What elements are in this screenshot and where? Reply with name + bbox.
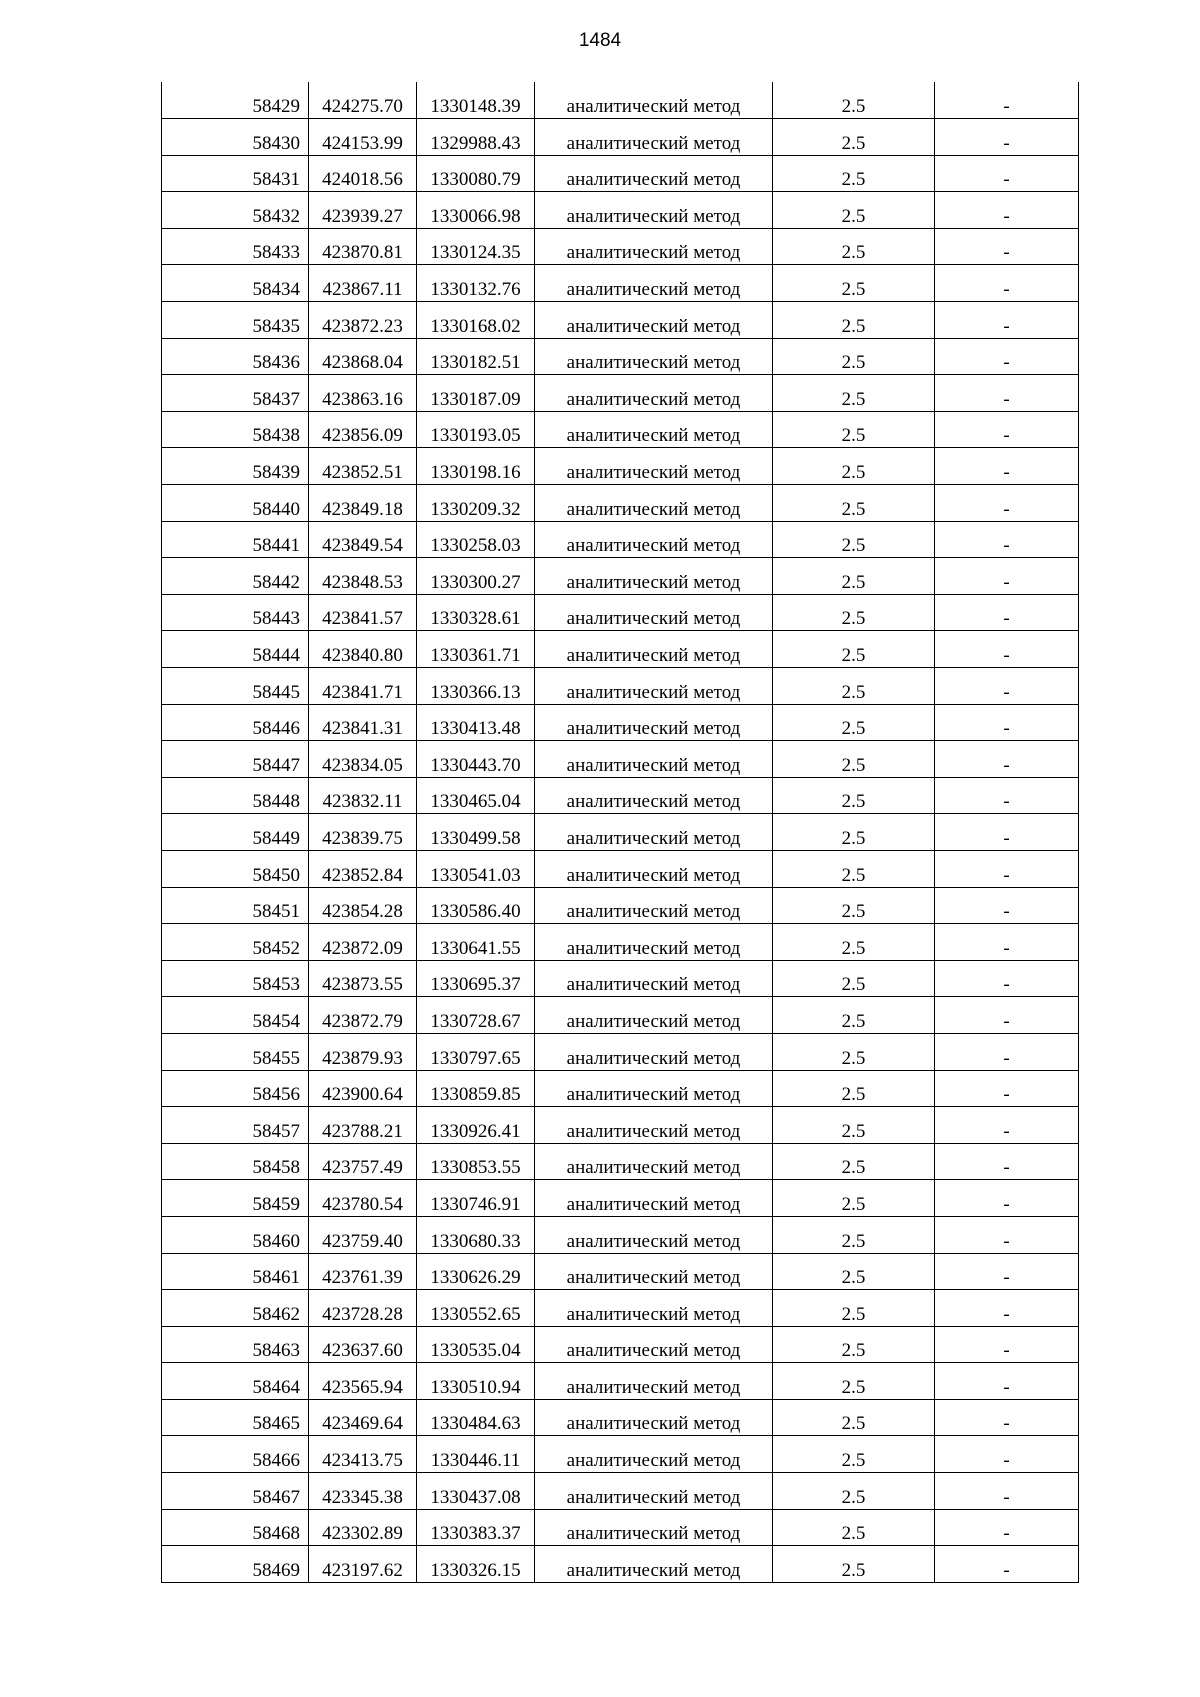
point-number-cell: 58455 xyxy=(162,1033,309,1070)
x-coordinate-cell: 423757.49 xyxy=(309,1143,417,1180)
table-row xyxy=(162,1326,1079,1363)
table-row xyxy=(162,338,1079,375)
x-coordinate-cell: 423345.38 xyxy=(309,1473,417,1510)
x-coordinate-cell: 423873.55 xyxy=(309,960,417,997)
table-row xyxy=(162,82,1079,119)
note-cell: - xyxy=(935,960,1079,997)
point-number-cell: 58443 xyxy=(162,594,309,631)
accuracy-cell: 2.5 xyxy=(773,631,935,668)
accuracy-cell: 2.5 xyxy=(773,375,935,412)
x-coordinate-cell: 423637.60 xyxy=(309,1326,417,1363)
method-cell: аналитический метод xyxy=(535,265,773,302)
note-cell: - xyxy=(935,1107,1079,1144)
point-number-cell: 58438 xyxy=(162,411,309,448)
accuracy-cell: 2.5 xyxy=(773,521,935,558)
table-row xyxy=(162,265,1079,302)
accuracy-cell: 2.5 xyxy=(773,1363,935,1400)
note-cell: - xyxy=(935,777,1079,814)
x-coordinate-cell: 423840.80 xyxy=(309,631,417,668)
table-row xyxy=(162,119,1079,156)
point-number-cell: 58449 xyxy=(162,814,309,851)
accuracy-cell: 2.5 xyxy=(773,338,935,375)
table-body xyxy=(162,82,1079,1582)
point-number-cell: 58451 xyxy=(162,887,309,924)
note-cell: - xyxy=(935,375,1079,412)
method-cell: аналитический метод xyxy=(535,82,773,119)
accuracy-cell: 2.5 xyxy=(773,1473,935,1510)
point-number-cell: 58442 xyxy=(162,558,309,595)
x-coordinate-cell: 423849.54 xyxy=(309,521,417,558)
table-row xyxy=(162,558,1079,595)
note-cell: - xyxy=(935,302,1079,339)
y-coordinate-cell: 1330437.08 xyxy=(417,1473,535,1510)
x-coordinate-cell: 423872.79 xyxy=(309,997,417,1034)
method-cell: аналитический метод xyxy=(535,302,773,339)
table-row xyxy=(162,997,1079,1034)
point-number-cell: 58468 xyxy=(162,1509,309,1546)
note-cell: - xyxy=(935,82,1079,119)
table-row xyxy=(162,1509,1079,1546)
table-row xyxy=(162,741,1079,778)
x-coordinate-cell: 423868.04 xyxy=(309,338,417,375)
accuracy-cell: 2.5 xyxy=(773,1326,935,1363)
x-coordinate-cell: 423759.40 xyxy=(309,1216,417,1253)
y-coordinate-cell: 1330552.65 xyxy=(417,1290,535,1327)
method-cell: аналитический метод xyxy=(535,1253,773,1290)
method-cell: аналитический метод xyxy=(535,1143,773,1180)
point-number-cell: 58447 xyxy=(162,741,309,778)
method-cell: аналитический метод xyxy=(535,1546,773,1583)
accuracy-cell: 2.5 xyxy=(773,668,935,705)
table-row xyxy=(162,631,1079,668)
x-coordinate-cell: 423900.64 xyxy=(309,1070,417,1107)
y-coordinate-cell: 1330510.94 xyxy=(417,1363,535,1400)
y-coordinate-cell: 1330326.15 xyxy=(417,1546,535,1583)
point-number-cell: 58433 xyxy=(162,228,309,265)
accuracy-cell: 2.5 xyxy=(773,82,935,119)
note-cell: - xyxy=(935,265,1079,302)
note-cell: - xyxy=(935,192,1079,229)
point-number-cell: 58453 xyxy=(162,960,309,997)
method-cell: аналитический метод xyxy=(535,1180,773,1217)
accuracy-cell: 2.5 xyxy=(773,119,935,156)
method-cell: аналитический метод xyxy=(535,814,773,851)
accuracy-cell: 2.5 xyxy=(773,1253,935,1290)
note-cell: - xyxy=(935,558,1079,595)
y-coordinate-cell: 1330641.55 xyxy=(417,924,535,961)
table-row xyxy=(162,302,1079,339)
note-cell: - xyxy=(935,997,1079,1034)
note-cell: - xyxy=(935,119,1079,156)
point-number-cell: 58463 xyxy=(162,1326,309,1363)
point-number-cell: 58457 xyxy=(162,1107,309,1144)
point-number-cell: 58464 xyxy=(162,1363,309,1400)
note-cell: - xyxy=(935,1180,1079,1217)
method-cell: аналитический метод xyxy=(535,777,773,814)
method-cell: аналитический метод xyxy=(535,1473,773,1510)
x-coordinate-cell: 423854.28 xyxy=(309,887,417,924)
point-number-cell: 58435 xyxy=(162,302,309,339)
y-coordinate-cell: 1330193.05 xyxy=(417,411,535,448)
y-coordinate-cell: 1330209.32 xyxy=(417,485,535,522)
accuracy-cell: 2.5 xyxy=(773,265,935,302)
x-coordinate-cell: 423788.21 xyxy=(309,1107,417,1144)
y-coordinate-cell: 1330746.91 xyxy=(417,1180,535,1217)
note-cell: - xyxy=(935,1253,1079,1290)
note-cell: - xyxy=(935,521,1079,558)
accuracy-cell: 2.5 xyxy=(773,1180,935,1217)
table-row xyxy=(162,228,1079,265)
method-cell: аналитический метод xyxy=(535,1290,773,1327)
y-coordinate-cell: 1330168.02 xyxy=(417,302,535,339)
y-coordinate-cell: 1330187.09 xyxy=(417,375,535,412)
method-cell: аналитический метод xyxy=(535,997,773,1034)
point-number-cell: 58439 xyxy=(162,448,309,485)
accuracy-cell: 2.5 xyxy=(773,1509,935,1546)
table-row xyxy=(162,485,1079,522)
note-cell: - xyxy=(935,1509,1079,1546)
y-coordinate-cell: 1330465.04 xyxy=(417,777,535,814)
table-row xyxy=(162,1363,1079,1400)
point-number-cell: 58467 xyxy=(162,1473,309,1510)
method-cell: аналитический метод xyxy=(535,1033,773,1070)
table-row xyxy=(162,1436,1079,1473)
y-coordinate-cell: 1330695.37 xyxy=(417,960,535,997)
table-row xyxy=(162,1290,1079,1327)
point-number-cell: 58469 xyxy=(162,1546,309,1583)
table-row xyxy=(162,375,1079,412)
method-cell: аналитический метод xyxy=(535,119,773,156)
method-cell: аналитический метод xyxy=(535,668,773,705)
accuracy-cell: 2.5 xyxy=(773,411,935,448)
x-coordinate-cell: 423469.64 xyxy=(309,1399,417,1436)
table-row xyxy=(162,704,1079,741)
table-row xyxy=(162,411,1079,448)
method-cell: аналитический метод xyxy=(535,631,773,668)
x-coordinate-cell: 423872.23 xyxy=(309,302,417,339)
table-row xyxy=(162,448,1079,485)
table-row xyxy=(162,814,1079,851)
method-cell: аналитический метод xyxy=(535,485,773,522)
note-cell: - xyxy=(935,850,1079,887)
y-coordinate-cell: 1330853.55 xyxy=(417,1143,535,1180)
method-cell: аналитический метод xyxy=(535,411,773,448)
note-cell: - xyxy=(935,1436,1079,1473)
point-number-cell: 58434 xyxy=(162,265,309,302)
accuracy-cell: 2.5 xyxy=(773,1143,935,1180)
x-coordinate-cell: 423565.94 xyxy=(309,1363,417,1400)
y-coordinate-cell: 1330446.11 xyxy=(417,1436,535,1473)
method-cell: аналитический метод xyxy=(535,1107,773,1144)
table-row xyxy=(162,521,1079,558)
note-cell: - xyxy=(935,1546,1079,1583)
y-coordinate-cell: 1330484.63 xyxy=(417,1399,535,1436)
method-cell: аналитический метод xyxy=(535,1436,773,1473)
accuracy-cell: 2.5 xyxy=(773,704,935,741)
method-cell: аналитический метод xyxy=(535,887,773,924)
note-cell: - xyxy=(935,411,1079,448)
note-cell: - xyxy=(935,338,1079,375)
method-cell: аналитический метод xyxy=(535,1363,773,1400)
note-cell: - xyxy=(935,1399,1079,1436)
note-cell: - xyxy=(935,1290,1079,1327)
y-coordinate-cell: 1329988.43 xyxy=(417,119,535,156)
x-coordinate-cell: 423852.84 xyxy=(309,850,417,887)
point-number-cell: 58440 xyxy=(162,485,309,522)
method-cell: аналитический метод xyxy=(535,228,773,265)
table-row xyxy=(162,887,1079,924)
x-coordinate-cell: 423761.39 xyxy=(309,1253,417,1290)
method-cell: аналитический метод xyxy=(535,594,773,631)
note-cell: - xyxy=(935,924,1079,961)
accuracy-cell: 2.5 xyxy=(773,1033,935,1070)
point-number-cell: 58437 xyxy=(162,375,309,412)
note-cell: - xyxy=(935,155,1079,192)
table-row xyxy=(162,668,1079,705)
point-number-cell: 58450 xyxy=(162,850,309,887)
point-number-cell: 58466 xyxy=(162,1436,309,1473)
accuracy-cell: 2.5 xyxy=(773,155,935,192)
accuracy-cell: 2.5 xyxy=(773,192,935,229)
page-number: 1484 xyxy=(578,30,622,51)
point-number-cell: 58448 xyxy=(162,777,309,814)
point-number-cell: 58446 xyxy=(162,704,309,741)
x-coordinate-cell: 423856.09 xyxy=(309,411,417,448)
accuracy-cell: 2.5 xyxy=(773,1070,935,1107)
y-coordinate-cell: 1330182.51 xyxy=(417,338,535,375)
x-coordinate-cell: 423841.71 xyxy=(309,668,417,705)
method-cell: аналитический метод xyxy=(535,375,773,412)
note-cell: - xyxy=(935,631,1079,668)
method-cell: аналитический метод xyxy=(535,558,773,595)
x-coordinate-cell: 423302.89 xyxy=(309,1509,417,1546)
point-number-cell: 58436 xyxy=(162,338,309,375)
x-coordinate-cell: 424153.99 xyxy=(309,119,417,156)
point-number-cell: 58444 xyxy=(162,631,309,668)
coordinates-table xyxy=(161,82,1079,1583)
point-number-cell: 58460 xyxy=(162,1216,309,1253)
x-coordinate-cell: 423841.31 xyxy=(309,704,417,741)
x-coordinate-cell: 424018.56 xyxy=(309,155,417,192)
accuracy-cell: 2.5 xyxy=(773,924,935,961)
point-number-cell: 58445 xyxy=(162,668,309,705)
x-coordinate-cell: 423832.11 xyxy=(309,777,417,814)
y-coordinate-cell: 1330926.41 xyxy=(417,1107,535,1144)
x-coordinate-cell: 424275.70 xyxy=(309,82,417,119)
method-cell: аналитический метод xyxy=(535,1216,773,1253)
note-cell: - xyxy=(935,448,1079,485)
accuracy-cell: 2.5 xyxy=(773,1107,935,1144)
method-cell: аналитический метод xyxy=(535,1399,773,1436)
method-cell: аналитический метод xyxy=(535,850,773,887)
y-coordinate-cell: 1330586.40 xyxy=(417,887,535,924)
accuracy-cell: 2.5 xyxy=(773,302,935,339)
y-coordinate-cell: 1330258.03 xyxy=(417,521,535,558)
accuracy-cell: 2.5 xyxy=(773,448,935,485)
point-number-cell: 58461 xyxy=(162,1253,309,1290)
accuracy-cell: 2.5 xyxy=(773,997,935,1034)
y-coordinate-cell: 1330080.79 xyxy=(417,155,535,192)
table-row xyxy=(162,1546,1079,1583)
x-coordinate-cell: 423852.51 xyxy=(309,448,417,485)
accuracy-cell: 2.5 xyxy=(773,558,935,595)
note-cell: - xyxy=(935,1216,1079,1253)
method-cell: аналитический метод xyxy=(535,521,773,558)
point-number-cell: 58454 xyxy=(162,997,309,1034)
accuracy-cell: 2.5 xyxy=(773,485,935,522)
table-row xyxy=(162,1070,1079,1107)
method-cell: аналитический метод xyxy=(535,1070,773,1107)
table-row xyxy=(162,1180,1079,1217)
accuracy-cell: 2.5 xyxy=(773,1399,935,1436)
note-cell: - xyxy=(935,1033,1079,1070)
y-coordinate-cell: 1330361.71 xyxy=(417,631,535,668)
x-coordinate-cell: 423839.75 xyxy=(309,814,417,851)
note-cell: - xyxy=(935,704,1079,741)
y-coordinate-cell: 1330066.98 xyxy=(417,192,535,229)
note-cell: - xyxy=(935,668,1079,705)
x-coordinate-cell: 423939.27 xyxy=(309,192,417,229)
y-coordinate-cell: 1330626.29 xyxy=(417,1253,535,1290)
table-row xyxy=(162,155,1079,192)
note-cell: - xyxy=(935,1473,1079,1510)
point-number-cell: 58441 xyxy=(162,521,309,558)
x-coordinate-cell: 423728.28 xyxy=(309,1290,417,1327)
accuracy-cell: 2.5 xyxy=(773,814,935,851)
accuracy-cell: 2.5 xyxy=(773,594,935,631)
table-row xyxy=(162,960,1079,997)
point-number-cell: 58432 xyxy=(162,192,309,229)
method-cell: аналитический метод xyxy=(535,448,773,485)
method-cell: аналитический метод xyxy=(535,192,773,229)
y-coordinate-cell: 1330859.85 xyxy=(417,1070,535,1107)
method-cell: аналитический метод xyxy=(535,704,773,741)
y-coordinate-cell: 1330680.33 xyxy=(417,1216,535,1253)
accuracy-cell: 2.5 xyxy=(773,1436,935,1473)
table-row xyxy=(162,1107,1079,1144)
note-cell: - xyxy=(935,887,1079,924)
point-number-cell: 58430 xyxy=(162,119,309,156)
point-number-cell: 58452 xyxy=(162,924,309,961)
note-cell: - xyxy=(935,594,1079,631)
method-cell: аналитический метод xyxy=(535,1326,773,1363)
table-row xyxy=(162,777,1079,814)
point-number-cell: 58462 xyxy=(162,1290,309,1327)
note-cell: - xyxy=(935,741,1079,778)
point-number-cell: 58431 xyxy=(162,155,309,192)
y-coordinate-cell: 1330124.35 xyxy=(417,228,535,265)
y-coordinate-cell: 1330541.03 xyxy=(417,850,535,887)
x-coordinate-cell: 423780.54 xyxy=(309,1180,417,1217)
y-coordinate-cell: 1330499.58 xyxy=(417,814,535,851)
method-cell: аналитический метод xyxy=(535,960,773,997)
x-coordinate-cell: 423413.75 xyxy=(309,1436,417,1473)
accuracy-cell: 2.5 xyxy=(773,887,935,924)
x-coordinate-cell: 423870.81 xyxy=(309,228,417,265)
y-coordinate-cell: 1330728.67 xyxy=(417,997,535,1034)
method-cell: аналитический метод xyxy=(535,155,773,192)
y-coordinate-cell: 1330413.48 xyxy=(417,704,535,741)
point-number-cell: 58429 xyxy=(162,82,309,119)
accuracy-cell: 2.5 xyxy=(773,741,935,778)
note-cell: - xyxy=(935,228,1079,265)
note-cell: - xyxy=(935,1143,1079,1180)
note-cell: - xyxy=(935,485,1079,522)
method-cell: аналитический метод xyxy=(535,741,773,778)
accuracy-cell: 2.5 xyxy=(773,850,935,887)
table-row xyxy=(162,1216,1079,1253)
point-number-cell: 58465 xyxy=(162,1399,309,1436)
accuracy-cell: 2.5 xyxy=(773,1290,935,1327)
note-cell: - xyxy=(935,1363,1079,1400)
y-coordinate-cell: 1330148.39 xyxy=(417,82,535,119)
x-coordinate-cell: 423834.05 xyxy=(309,741,417,778)
table-row xyxy=(162,1143,1079,1180)
table-row xyxy=(162,924,1079,961)
table-row xyxy=(162,192,1079,229)
table-row xyxy=(162,594,1079,631)
table-row xyxy=(162,1399,1079,1436)
y-coordinate-cell: 1330797.65 xyxy=(417,1033,535,1070)
x-coordinate-cell: 423197.62 xyxy=(309,1546,417,1583)
table-row xyxy=(162,1033,1079,1070)
method-cell: аналитический метод xyxy=(535,1509,773,1546)
x-coordinate-cell: 423849.18 xyxy=(309,485,417,522)
table-row xyxy=(162,1473,1079,1510)
note-cell: - xyxy=(935,1326,1079,1363)
x-coordinate-cell: 423848.53 xyxy=(309,558,417,595)
table-row xyxy=(162,1253,1079,1290)
table-row xyxy=(162,850,1079,887)
accuracy-cell: 2.5 xyxy=(773,1216,935,1253)
y-coordinate-cell: 1330198.16 xyxy=(417,448,535,485)
y-coordinate-cell: 1330535.04 xyxy=(417,1326,535,1363)
accuracy-cell: 2.5 xyxy=(773,960,935,997)
x-coordinate-cell: 423841.57 xyxy=(309,594,417,631)
y-coordinate-cell: 1330132.76 xyxy=(417,265,535,302)
accuracy-cell: 2.5 xyxy=(773,777,935,814)
x-coordinate-cell: 423879.93 xyxy=(309,1033,417,1070)
x-coordinate-cell: 423867.11 xyxy=(309,265,417,302)
y-coordinate-cell: 1330366.13 xyxy=(417,668,535,705)
method-cell: аналитический метод xyxy=(535,338,773,375)
point-number-cell: 58456 xyxy=(162,1070,309,1107)
y-coordinate-cell: 1330443.70 xyxy=(417,741,535,778)
point-number-cell: 58459 xyxy=(162,1180,309,1217)
note-cell: - xyxy=(935,1070,1079,1107)
y-coordinate-cell: 1330300.27 xyxy=(417,558,535,595)
x-coordinate-cell: 423872.09 xyxy=(309,924,417,961)
y-coordinate-cell: 1330328.61 xyxy=(417,594,535,631)
method-cell: аналитический метод xyxy=(535,924,773,961)
y-coordinate-cell: 1330383.37 xyxy=(417,1509,535,1546)
accuracy-cell: 2.5 xyxy=(773,1546,935,1583)
accuracy-cell: 2.5 xyxy=(773,228,935,265)
note-cell: - xyxy=(935,814,1079,851)
point-number-cell: 58458 xyxy=(162,1143,309,1180)
x-coordinate-cell: 423863.16 xyxy=(309,375,417,412)
